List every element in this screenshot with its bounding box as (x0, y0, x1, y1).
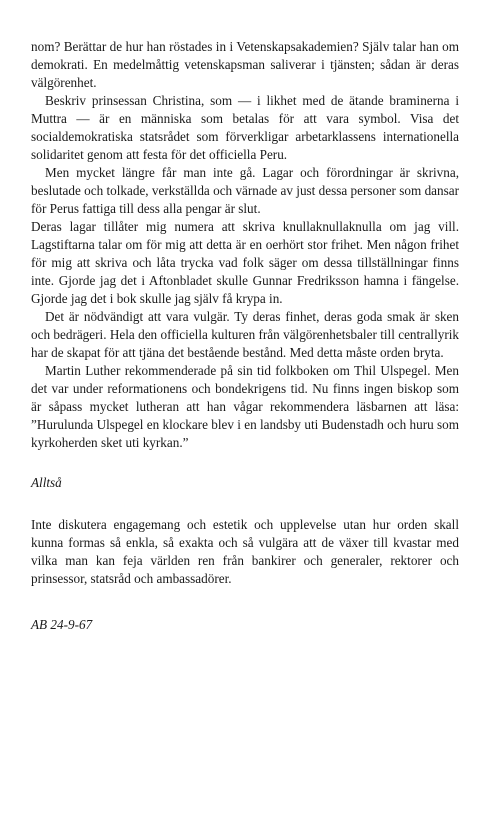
section-heading: Alltså (31, 475, 62, 490)
paragraph-3: Men mycket längre får man inte gå. Lagar och förordningar är skrivna, beslutade och tolkade, verkställda och värnade av just dessa personer som dansar för Perus fattiga till dess alla pengar är slut. (31, 165, 459, 216)
paragraph-6: Martin Luther rekommenderade på sin tid folkboken om Thil Ulspegel. Men det var under reformationens och bondekrigens tid. Nu finns ingen biskop som är såpass mycket lutheran att han vågar rekommendera läsbarnen att läsa: ”Hurulunda Ulspegel en klockare blev i en landsby uti Budenstadh och huru som kyrkoherden sket uti kyrkan.” (31, 363, 459, 450)
paragraph-1: nom? Berättar de hur han röstades in i Vetenskapsakademien? Själv talar han om demokrati. En medelmåttig vetenskapsman saliverar i tjänsten; sådan är deras välgörenhet. (31, 39, 459, 90)
signature-date: AB 24-9-67 (31, 617, 93, 632)
book-page (31, 38, 459, 634)
closing-paragraph: Inte diskutera engagemang och estetik och upplevelse utan hur orden skall kunna formas så enkla, så exakta och så vulgära att de växer till kvastar med vilka man kan feja världen ren från bankirer och generaler, rektorer och prinsessor, statsråd och ambassadörer. (31, 517, 459, 586)
paragraph-2: Beskriv prinsessan Christina, som — i likhet med de ätande braminerna i Muttra — är en människa som betalas för att vara symbol. Visa det socialdemokratiska statsrådet som förverkligar arbetarklassens internationella solidaritet genom att festa för det officiella Peru. (31, 93, 459, 162)
paragraph-5: Det är nödvändigt att vara vulgär. Ty deras finhet, deras goda smak är sken och bedrägeri. Hela den officiella kulturen från välgörenhetsbaler till centrallyrik har de skapat för att tjäna det bestående bestånd. Med detta måste orden bryta. (31, 309, 459, 360)
paragraph-4: Deras lagar tillåter mig numera att skriva knullaknullaknulla om jag vill. Lagstiftarna talar om för mig att detta är en oerhört stor frihet. Men någon frihet för mig att skriva och låta trycka vad folk säger om dessa tillställningar finns inte. Gjorde jag det i Aftonbladet skulle Gunnar Fredriksson hamna i fängelse. Gjorde jag det i bok skulle jag själv få krypa in. (31, 219, 459, 306)
